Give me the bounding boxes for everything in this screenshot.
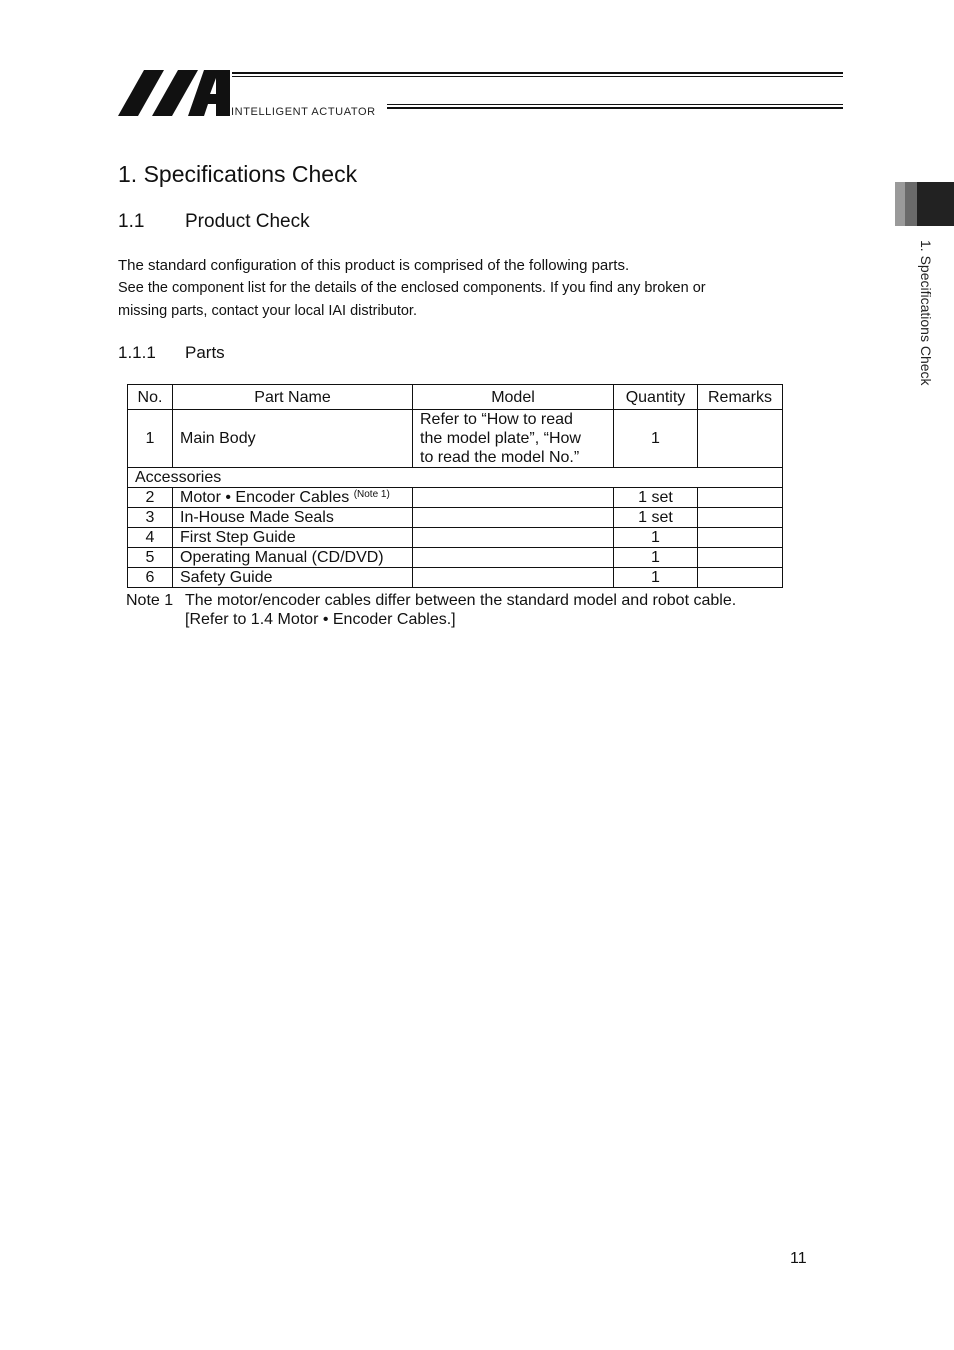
table-note bbox=[126, 591, 736, 629]
header-no: No. bbox=[128, 385, 173, 410]
model-line: the model plate”, “How bbox=[420, 430, 581, 447]
header-remarks: Remarks bbox=[698, 385, 783, 410]
header-part-name: Part Name bbox=[173, 385, 413, 410]
cell-model bbox=[413, 568, 614, 588]
section-title: 1. Specifications Check bbox=[118, 161, 358, 187]
header-model: Model bbox=[413, 385, 614, 410]
table-row bbox=[128, 568, 783, 588]
header-rule-bottom-2 bbox=[387, 107, 843, 109]
iai-logo bbox=[118, 68, 230, 118]
subsection-heading bbox=[118, 211, 310, 233]
model-line: to read the model No.” bbox=[420, 449, 580, 466]
cell-part-name bbox=[173, 488, 413, 508]
part-name-text: Motor • Encoder Cables bbox=[180, 489, 350, 506]
subsubsection-heading bbox=[118, 343, 225, 363]
cell-part-name: In-House Made Seals bbox=[173, 508, 413, 528]
cell-model bbox=[413, 410, 614, 468]
note-text: The motor/encoder cables differ between the standard model and robot cable. bbox=[185, 592, 737, 609]
header-rule-top-2 bbox=[232, 76, 843, 77]
cell-remarks bbox=[698, 508, 783, 528]
note-reference-text: [Refer to 1.4 Motor • Encoder Cables.] bbox=[185, 611, 456, 628]
cell-no: 3 bbox=[128, 508, 173, 528]
page-number: 11 bbox=[790, 1250, 807, 1267]
cell-remarks bbox=[698, 410, 783, 468]
cell-model bbox=[413, 548, 614, 568]
cell-quantity: 1 set bbox=[614, 488, 698, 508]
intro-paragraph-line: The standard configuration of this product is comprised of the following parts. bbox=[118, 257, 630, 274]
note-label: Note 1 bbox=[126, 592, 174, 609]
cell-quantity: 1 bbox=[614, 410, 698, 468]
side-tab-label: 1. Specifications Check bbox=[918, 240, 934, 386]
intro-paragraph-line: missing parts, contact your local IAI distributor. bbox=[118, 303, 417, 319]
table-row bbox=[128, 548, 783, 568]
subsubsection-title: Parts bbox=[185, 343, 225, 362]
cell-no: 4 bbox=[128, 528, 173, 548]
table-row bbox=[128, 410, 783, 468]
side-tab-marker bbox=[917, 182, 954, 226]
cell-remarks bbox=[698, 488, 783, 508]
cell-remarks bbox=[698, 568, 783, 588]
brand-name: INTELLIGENT ACTUATOR bbox=[231, 106, 376, 118]
table-row bbox=[128, 488, 783, 508]
cell-quantity: 1 bbox=[614, 548, 698, 568]
side-tab-bar bbox=[905, 182, 917, 226]
model-line: Refer to “How to read bbox=[420, 411, 573, 428]
cell-quantity: 1 bbox=[614, 568, 698, 588]
side-tab-bar bbox=[895, 182, 905, 226]
cell-model bbox=[413, 508, 614, 528]
accessories-label: Accessories bbox=[128, 468, 783, 488]
table-header-row bbox=[128, 385, 783, 410]
table-row bbox=[128, 508, 783, 528]
cell-part-name: First Step Guide bbox=[173, 528, 413, 548]
subsection-title: Product Check bbox=[185, 211, 310, 232]
cell-model bbox=[413, 488, 614, 508]
intro-paragraph-line: See the component list for the details of the enclosed components. If you find any broken or bbox=[118, 280, 706, 296]
subsubsection-number: 1.1.1 bbox=[118, 343, 156, 362]
cell-remarks bbox=[698, 548, 783, 568]
cell-no: 5 bbox=[128, 548, 173, 568]
cell-part-name: Main Body bbox=[173, 410, 413, 468]
header-rule-bottom-1 bbox=[387, 104, 843, 105]
cell-quantity: 1 set bbox=[614, 508, 698, 528]
cell-no: 1 bbox=[128, 410, 173, 468]
header-rule-top-1 bbox=[232, 72, 843, 74]
note-line bbox=[126, 591, 736, 610]
note-reference: (Note 1) bbox=[353, 489, 390, 500]
cell-no: 6 bbox=[128, 568, 173, 588]
cell-remarks bbox=[698, 528, 783, 548]
table-row bbox=[128, 528, 783, 548]
subsection-number: 1.1 bbox=[118, 211, 145, 232]
cell-part-name: Operating Manual (CD/DVD) bbox=[173, 548, 413, 568]
parts-table bbox=[127, 384, 783, 588]
cell-model bbox=[413, 528, 614, 548]
cell-quantity: 1 bbox=[614, 528, 698, 548]
accessories-row bbox=[128, 468, 783, 488]
cell-no: 2 bbox=[128, 488, 173, 508]
cell-part-name: Safety Guide bbox=[173, 568, 413, 588]
header-quantity: Quantity bbox=[614, 385, 698, 410]
